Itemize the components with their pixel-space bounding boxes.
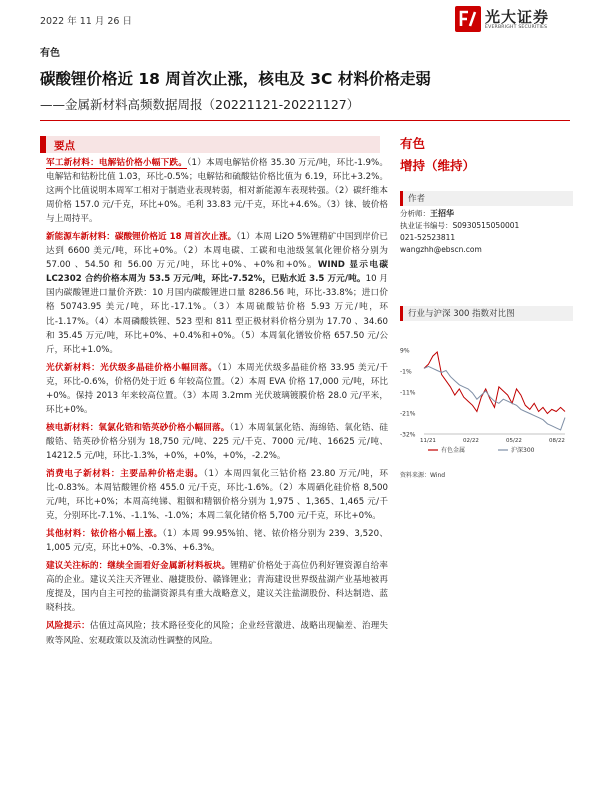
paragraph-text: （1）本周 Li2O 5%锂精矿中国到岸价已达到 6600 美元/吨，环比+0%。（2）本周电碳、工碳和电池级氢氧化锂价格分别为 57.00 、54.50 和 56.00 万元/吨，环比+0%、+0%和+0%。 — [46, 232, 388, 271]
report-title: 碳酸锂价格近 18 周首次止涨，核电及 3C 材料价格走弱 — [40, 70, 431, 88]
series-line-csi300 — [424, 366, 565, 430]
paragraph-electronics — [46, 467, 388, 523]
analyst-phone: 021-52523811 — [400, 233, 456, 242]
paragraph-text: 估值过高风险；技术路径变化的风险；企业经营激进、战略出现偏差、治理失败等风险、宏观政策以及流动性调整的风险。 — [46, 621, 388, 646]
analyst-email[interactable]: wangzhh@ebscn.com — [400, 245, 482, 254]
x-tick-label: 08/22 — [549, 438, 565, 444]
chart-section-header — [400, 306, 573, 321]
summary-heading-bar — [40, 136, 380, 153]
paragraph-text: 锂精矿价格处于高位仍利好锂资源自给率高的企业。建议关注天齐锂业、融捷股份、赣锋锂业；青海建设世界级盐湖产业基地被再度提及，国内自主可控的盐湖资源具有重大战略意义，建议关注盐湖股份、科达制造、蓝晓科技。 — [46, 561, 388, 614]
author-section-header — [400, 191, 573, 206]
analyst-label: 分析师： — [400, 209, 430, 218]
summary-heading: 要点 — [54, 140, 75, 152]
paragraph-text: （1）本周电解钴价格 35.30 万元/吨，环比-1.9%。电解钴和钴粉比值 1.03，环比-0.5%；电解钴和硫酸钴价格比值为 6.19，环比+3.2%。这两个比值说明本周军工相对于制造业表现转弱，相对新能源车表现转强。（2）碳纤维本周价格 157.0 元/千克，环比+0%。毛利 33.83 元/千克，环比+4.6%。（3）铼、铍价格与上周持平。 — [46, 158, 388, 225]
y-tick-label: -32% — [400, 431, 416, 439]
paragraph-text: （1）本周四氧化三钴价格 23.80 万元/吨，环比-0.83%。本周钴酸锂价格 455.0 元/千克，环比-1.6%。（2）本周硒化硅价格 8,500 元/吨，环比+0%；本周高纯锑、粗铟和精铟价格分别为 1,975 、1,365、1,465 元/千克，分别环比-7.1%、-1.1%、-1.0%；本周二氧化锗价格 5,700 元/千克，环比+0%。 — [46, 468, 388, 522]
y-tick-label: -21% — [400, 410, 416, 418]
paragraph-new-energy — [46, 230, 388, 356]
x-tick-label: 02/22 — [463, 438, 479, 444]
paragraph-label: 光伏新材料：光伏级多晶硅价格小幅回落。 — [46, 362, 218, 373]
paragraph-photovoltaic — [46, 361, 388, 417]
legend-label: 有色金属 — [441, 447, 466, 454]
x-tick-label: 11/21 — [420, 438, 436, 444]
analyst-name: 王招华 — [430, 209, 454, 218]
paragraph-text: （1）本周光伏级多晶硅价格 33.95 美元/千克，环比-0.6%，价格仍处于近 6 年较高位置。（2）本周 EVA 价格 17,000 元/吨，环比+0%。保持 2013 年来较高位置。（3）本周 3.2mm 光伏玻璃镀膜价格 28.0 元/平米，环比+0%。 — [46, 362, 388, 415]
analyst-license: 执业证书编号：S0930515050001 — [400, 221, 520, 230]
investment-rating: 增持（维持） — [400, 158, 476, 173]
paragraph-label: 其他材料：铱价格小幅上涨。 — [46, 529, 163, 540]
title-divider — [40, 120, 570, 121]
industry-vs-index-chart — [400, 342, 570, 462]
paragraph-label: 建议关注标的：继续全面看好金属新材料板块。 — [46, 561, 231, 572]
summary-accent — [40, 136, 46, 153]
logo-chinese-name: 光大证券 — [485, 8, 550, 26]
paragraph-recommendation — [46, 559, 388, 615]
author-heading: 作者 — [408, 194, 426, 204]
paragraph-text: 10 月国内碳酸锂进口量价齐跌：10 月国内碳酸锂进口量 8286.56 吨，环比-33.8%；进口价格 50743.95 美元/吨，环比-17.1%。（3）本周硫酸钴价格 5.93 万元/吨，环比-1.17%。（4）本周磷酸铁锂、523 型和 811 型正极材料价格分别为 17.70 、34.60 和 35.45 万元/吨，环比+0%、+0.4%和+0%。（5）本周氧化镨钕价格 657.50 元/公斤，环比+1.0%。 — [46, 274, 388, 355]
paragraph-other — [46, 527, 388, 555]
paragraph-label: 军工新材料：电解钴价格小幅下跌。 — [46, 158, 188, 168]
report-category: 有色 — [40, 48, 60, 59]
paragraph-military — [46, 156, 388, 226]
chart-source: 资料来源：Wind — [400, 472, 446, 479]
logo-english-name: EVERBRIGHT SECURITIES — [485, 25, 548, 30]
report-subtitle: ——金属新材料高频数据周报（20221121-20221127） — [40, 97, 360, 112]
brand-logo — [455, 4, 575, 36]
paragraph-bold-text: WIND 显示电碳 LC2302 合约价格本周为 53.5 万元/吨，环比-7.52%，已贴水近 3.5 万元/吨。 — [46, 260, 388, 285]
chart-heading: 行业与沪深 300 指数对比图 — [408, 309, 515, 319]
paragraph-label: 新能源车新材料：碳酸锂价格近 18 周首次止涨。 — [46, 232, 237, 243]
paragraph-label: 核电新材料：氧氯化锆和锆英砂价格小幅回落。 — [46, 422, 230, 433]
x-tick-label: 05/22 — [506, 438, 522, 444]
analyst-info — [400, 208, 519, 256]
paragraph-label: 风险提示： — [46, 621, 90, 632]
legend-label: 沪深300 — [511, 447, 535, 454]
y-tick-label: -1% — [400, 368, 412, 376]
y-tick-label: -11% — [400, 389, 416, 397]
series-line-nonferrous — [424, 352, 565, 414]
everbright-logo-icon — [455, 6, 481, 32]
report-date: 2022 年 11 月 26 日 — [40, 16, 132, 27]
summary-body — [46, 156, 388, 652]
analyst-line — [400, 208, 519, 220]
paragraph-text: （1）本周 99.95%铂、铑、铱价格分别为 239、3,520、1,005 元/克，环比+0%、-0.3%、+6.3%。 — [46, 529, 388, 554]
y-tick-label: 9% — [400, 347, 410, 355]
paragraph-label: 消费电子新材料：主要品种价格走弱。 — [46, 468, 204, 479]
paragraph-risk — [46, 619, 388, 647]
paragraph-nuclear — [46, 421, 388, 463]
paragraph-text: （1）本周氧氯化锆、海绵锆、氧化锆、硅酸锆、锆英砂价格分别为 18,750 元/吨、225 元/千克、7000 元/吨、16625 元/吨、14212.5 元/吨，环比-1.3%，+0%，+0%，+0%，-2.2%。 — [46, 422, 388, 461]
industry-name: 有色 — [400, 136, 426, 151]
